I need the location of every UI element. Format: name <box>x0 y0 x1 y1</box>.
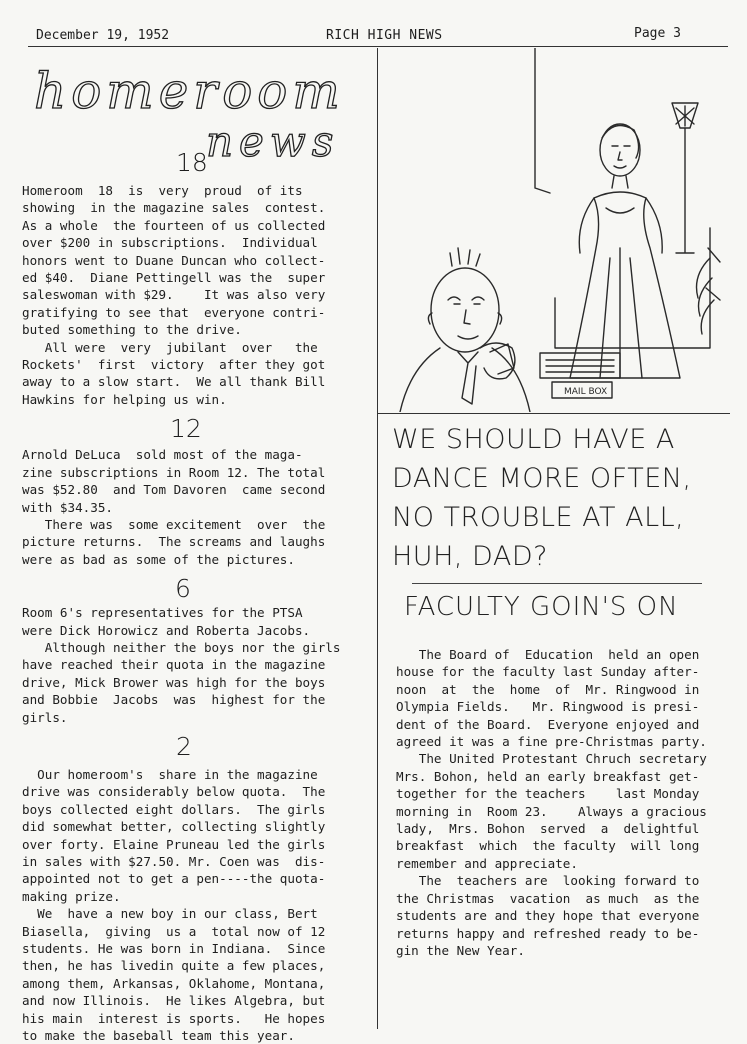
homeroom-2 <box>22 731 368 1044</box>
homeroom-12 <box>22 416 368 568</box>
column-divider <box>377 48 378 1029</box>
masthead-line2: news <box>206 117 340 164</box>
room-number: 12 <box>170 414 202 444</box>
cartoon-drawing <box>380 48 730 412</box>
faculty-section-title: FACULTY GOIN'S ON <box>404 592 679 622</box>
caption-line: NO TROUBLE AT ALL, <box>392 502 685 533</box>
room-number: 6 <box>175 574 191 604</box>
homeroom-18 <box>22 150 368 408</box>
cartoon-caption <box>392 420 732 576</box>
room-number: 2 <box>176 731 192 761</box>
paragraph: The Board of Education held an open house for the faculty last Sunday after- noon at the home of Mr. Ringwood in Olympia Fields. Mr. Ringwood is presi- dent of the Board. Everyone enjoyed and agreed it was a fine pre-Christmas party. <box>396 647 707 750</box>
faculty-article <box>396 646 736 959</box>
caption-line: DANCE MORE OFTEN, <box>392 463 692 494</box>
issue-date: December 19, 1952 <box>36 28 170 43</box>
header-rule <box>28 46 728 47</box>
paragraph: We have a new boy in our class, Bert Biasella, giving us a total now of 12 students. He was born in Indiana. Since then, he has livedin quite a few places, among them, Arkansas, Oklahome, Montana, and now Illinois. He likes Algebra, but his main interest is sports. He hopes to make the baseball team this year. <box>22 906 326 1044</box>
paragraph: Arnold DeLuca sold most of the maga- zine subscriptions in Room 12. The total was $52.80 and Tom Davoren came second with $34.35. <box>22 447 326 515</box>
paragraph: Our homeroom's share in the magazine drive was considerably below quota. The boys collected eight dollars. The girls did somewhat better, collecting slightly over forty. Elaine Pruneau led the girls in sales with $27.50. Mr. Coen was dis- appointed not to get a pen----the quota- making prize. <box>22 766 326 904</box>
homeroom-column <box>22 150 368 1044</box>
newspaper-name: RICH HIGH NEWS <box>326 28 443 43</box>
paragraph: The United Protestant Chruch secretary Mrs. Bohon, held an early breakfast get- together for the teachers last Monday morning in Room 23. Always a gracious lady, Mrs. Bohon served a delightful breakfast which the faculty will long remember and appreciate. <box>396 751 707 871</box>
paragraph: Room 6's representatives for the PTSA were Dick Horowicz and Roberta Jacobs. Although neither the boys nor the girls have reached their quota in the magazine drive, Mick Brower was high for the boys and Bobbie Jacobs was highest for the girls. <box>22 605 341 725</box>
room-number: 18 <box>176 148 208 177</box>
paragraph: All were very jubilant over the Rockets' first victory after they got away to a slow start. We all thank Bill Hawkins for helping us win. <box>22 339 326 407</box>
cartoon-illustration <box>380 48 730 412</box>
caption-line: WE SHOULD HAVE A <box>392 424 675 455</box>
paragraph: Homeroom 18 is very proud of its showing in the magazine sales contest. As a whole the fourteen of us collected over $200 in subscriptions. Individual honors went to Duane Duncan who collect- ed $40. Diane Pettingell was the super saleswoman with $29. It was also very gratifying to see that everyone contri- buted something to the drive. <box>22 183 326 338</box>
page-header <box>28 26 718 46</box>
page-number: Page 3 <box>634 26 681 41</box>
homeroom-6 <box>22 576 368 726</box>
caption-line: HUH, DAD? <box>392 541 548 572</box>
mailbox-label: MAIL BOX <box>564 387 608 397</box>
paragraph: The teachers are looking forward to the Christmas vacation as much as the students are and they hope that everyone returns happy and refreshed ready to be- gin the New Year. <box>396 873 700 958</box>
cartoon-bottom-rule <box>378 413 730 414</box>
paragraph: There was some excitement over the picture returns. The screams and laughs were as bad as some of the pictures. <box>22 516 326 567</box>
faculty-section-rule <box>412 583 702 584</box>
masthead-line1: homeroom <box>34 62 345 120</box>
